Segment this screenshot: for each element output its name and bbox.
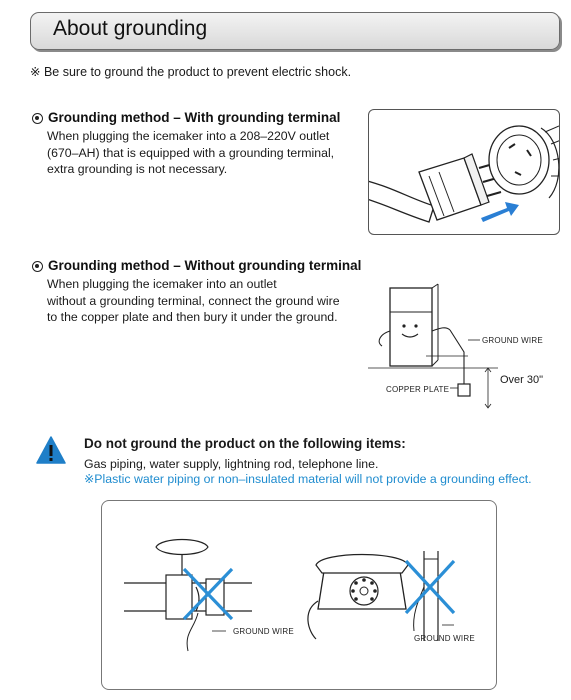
with-terminal-line: When plugging the icemaker into a 208–220V outlet [47,129,330,143]
insert-arrow-icon [481,202,519,222]
depth-label: Over 30" [500,374,544,386]
bullet-circle-icon [32,261,43,272]
warning-triangle-icon [36,436,66,464]
warning-items: Gas piping, water supply, lightning rod, telephone line. [84,457,379,471]
without-terminal-line: When plugging the icemaker into an outlet [47,277,277,291]
prohibited-items-drawing [102,501,496,689]
ground-wire-label: GROUND WIRE [482,336,543,345]
without-terminal-line: without a grounding terminal, connect the ground wire [47,293,340,308]
without-terminal-text [47,276,340,326]
without-terminal-line: to the copper plate and then bury it under the ground. [47,310,338,324]
page-title: About grounding [53,17,208,40]
without-terminal-title: Grounding method – Without grounding terminal [48,258,362,273]
copper-plate-label: COPPER PLATE [386,385,450,394]
with-terminal-title: Grounding method – With grounding terminal [48,110,341,125]
bullet-circle-icon [32,113,43,124]
warning-title: Do not ground the product on the following items: [84,436,406,451]
with-terminal-text [47,128,334,178]
warning-note: ※Plastic water piping or non–insulated material will not provide a grounding effect. [84,472,532,486]
safety-note: ※ Be sure to ground the product to prevent electric shock. [30,65,352,79]
prohibited-items-illustration [101,500,497,690]
ground-wire-label-left: GROUND WIRE [233,627,294,636]
with-terminal-line: (670–AH) that is equipped with a grounding terminal, [47,145,335,160]
with-terminal-line: extra grounding is not necessary. [47,162,228,176]
plug-illustration [368,109,560,235]
ground-wire-label-right: GROUND WIRE [414,634,475,643]
plug-drawing [369,110,559,234]
